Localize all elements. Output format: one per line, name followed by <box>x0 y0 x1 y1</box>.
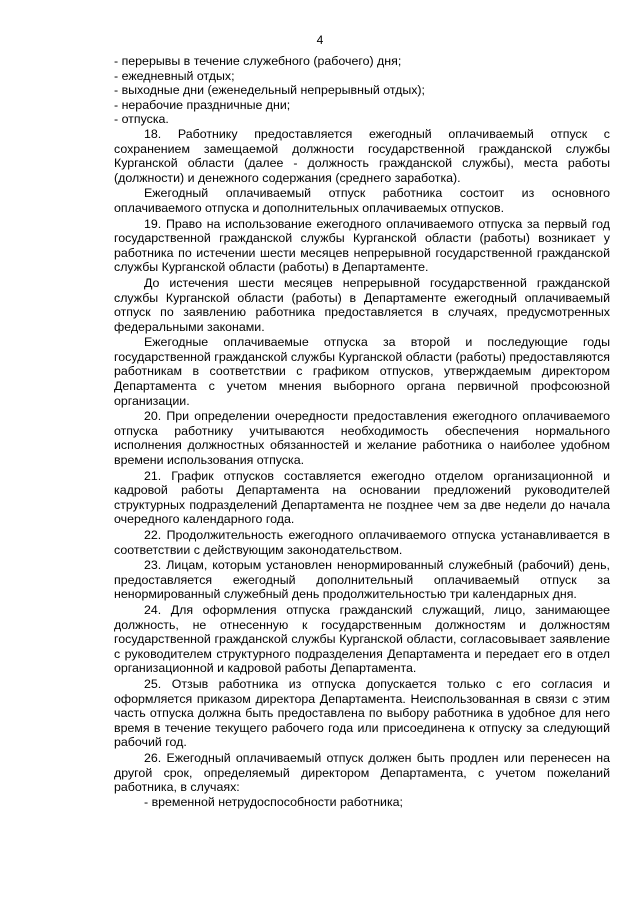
paragraph-23: 23. Лицам, которым установлен ненормированный служебный (рабочий) день, предоставляется ежегодный дополнительный оплачиваемый отпуск за ненормированный служебный день продолжительностью три календарных дня. <box>114 558 610 602</box>
list-item-holidays: - нерабочие праздничные дни; <box>114 97 291 112</box>
list-item-breaks: - перерывы в течение служебного (рабочего) дня; <box>114 54 402 68</box>
paragraph-24: 24. Для оформления отпуска гражданский служащий, лицо, занимающее должность, не отнесенную к государственным должностям и должностям государственной гражданской службы Курганской области, согласовывает заявление с руководителем структурного подразделения Департамента и передает его в отдел организационной и кадровой работы Департамента. <box>114 602 610 676</box>
paragraph-25: 25. Отзыв работника из отпуска допускается только с его согласия и оформляется приказом директора Департамента. Неиспользованная в связи с этим часть отпуска должна быть предоставлена по выбору работника в удобное для него время в течение текущего рабочего года или присоединена к отпуску за следующий рабочий год. <box>114 676 610 750</box>
paragraph-21: 21. График отпусков составляется ежегодно отделом организационной и кадровой работы Департамента на основании предложений руководителей структурных подразделений Департамента не позднее чем за две недели до начала очередного календарного года. <box>114 468 610 527</box>
list-item-daily-rest: - ежедневный отдых; <box>114 68 235 83</box>
paragraph-20: 20. При определении очередности предоставления ежегодного оплачиваемого отпуска работнику учитываются необходимость обеспечения нормального исполнения должностных обязанностей и желание работника о наиболее удобном времени использования отпуска. <box>114 409 610 468</box>
paragraph-22: 22. Продолжительность ежегодного оплачиваемого отпуска устанавливается в соответствии с действующим законодательством. <box>114 528 610 557</box>
paragraph-before-six-months: До истечения шести месяцев непрерывной государственной гражданской службы Курганской области (работы) в Департаменте ежегодный оплачиваемый отпуск по заявлению работника предоставляется в случаях, предусмотренных федеральными законами. <box>114 275 610 334</box>
paragraph-19: 19. Право на использование ежегодного оплачиваемого отпуска за первый год государственной гражданской службы Курганской области (работы) возникает у работника по истечении шести месяцев непрерывной государственной гражданской службы Курганской области (работы) в Департаменте. <box>114 216 610 275</box>
list-item-vacations: - отпуска. <box>114 112 169 127</box>
document-body <box>114 54 610 809</box>
list-item-weekend: - выходные дни (еженедельный непрерывный отдых); <box>114 83 426 98</box>
paragraph-second-year-leave: Ежегодные оплачиваемые отпуска за второй и последующие годы государственной гражданской службы Курганской области (работы) предоставляются работникам в соответствии с графиком отпусков, утверждаемым директором Департамента с учетом мнения выборного органа первичной профсоюзной организации. <box>114 335 610 408</box>
paragraph-18: 18. Работнику предоставляется ежегодный оплачиваемый отпуск с сохранением замещаемой должности государственной гражданской службы Курганской области (далее - должность гражданской службы), места работы (должности) и денежного содержания (среднего заработка). <box>114 126 610 185</box>
paragraph-annual-leave-composition: Ежегодный оплачиваемый отпуск работника состоит из основного оплачиваемого отпуска и дополнительных оплачиваемых отпусков. <box>114 186 610 215</box>
paragraph-26: 26. Ежегодный оплачиваемый отпуск должен быть продлен или перенесен на другой срок, определяемый директором Департамента, с учетом пожеланий работника, в случаях: <box>114 750 610 795</box>
list-item-temporary-disability: - временной нетрудоспособности работника; <box>144 794 403 809</box>
page-number: 4 <box>316 33 324 47</box>
